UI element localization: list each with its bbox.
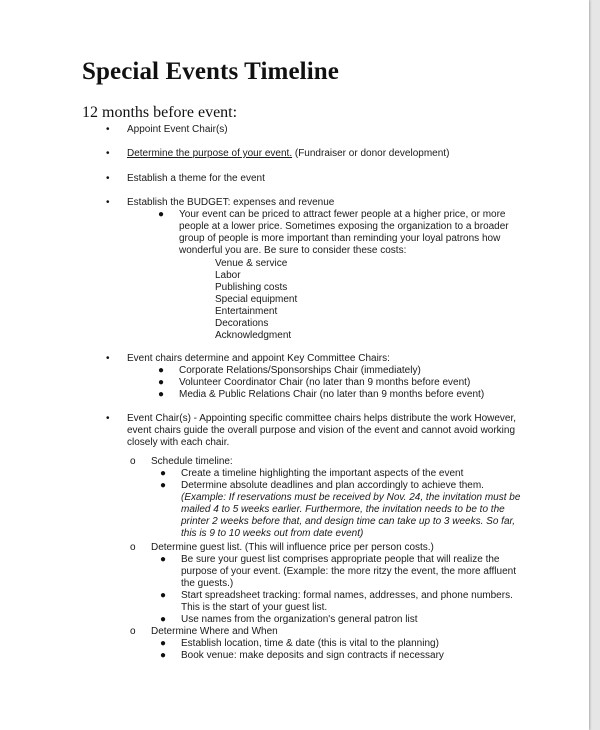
list-item-line: Start spreadsheet tracking: formal names, addresses, and phone numbers. <box>181 590 513 601</box>
list-item: Establish location, time & date (this is vital to the planning) <box>181 638 439 649</box>
sub-bullet: ● <box>160 638 167 649</box>
list-item-line: wonderful you are. Be sure to consider these costs: <box>179 245 407 256</box>
list-item-line: Be sure your guest list comprises appropriate people that will realize the <box>181 554 500 565</box>
sub-bullet: ● <box>160 480 167 491</box>
bullet: • <box>106 124 110 135</box>
list-item-line: the guests.) <box>181 578 234 589</box>
list-item-line: closely with each chair. <box>127 437 230 448</box>
list-item: Use names from the organization's general patron list <box>181 614 418 625</box>
list-item-line: Event Chair(s) - Appointing specific committee chairs helps distribute the work However, <box>127 413 517 424</box>
list-item-line: event chairs guide the overall purpose and vision of the event and cannot avoid working <box>127 425 516 436</box>
sublist-label: Determine Where and When <box>151 626 278 637</box>
sub-bullet: ● <box>158 365 165 376</box>
list-item: Create a timeline highlighting the important aspects of the event <box>181 468 464 479</box>
list-item: Determine the purpose of your event. (Fundraiser or donor development) <box>127 148 450 159</box>
example-line: mailed 4 to 5 weeks earlier. Furthermore, the invitation needs to be to the <box>181 504 505 515</box>
bullet: • <box>106 197 110 208</box>
list-item-line: purpose of your event. (Example: the more ritzy the event, the more affluent <box>181 566 516 577</box>
sub-bullet: ● <box>160 650 167 661</box>
list-item: Appoint Event Chair(s) <box>127 124 228 135</box>
cost-item: Labor <box>215 270 241 281</box>
list-item: Determine absolute deadlines and plan accordingly to achieve them. <box>181 480 484 491</box>
cost-item: Decorations <box>215 318 269 329</box>
list-item-line: Your event can be priced to attract fewer people at a higher price, or more <box>179 209 506 220</box>
list-item: Corporate Relations/Sponsorships Chair (immediately) <box>179 365 421 376</box>
sub-bullet: ● <box>158 209 165 220</box>
sub-bullet: ● <box>160 468 167 479</box>
sub-bullet: ● <box>160 614 167 625</box>
cost-item: Entertainment <box>215 306 278 317</box>
cost-item: Acknowledgment <box>215 330 292 341</box>
list-item-line: This is the start of your guest list. <box>181 602 328 613</box>
sub-bullet: ● <box>158 389 165 400</box>
cost-item: Publishing costs <box>215 282 288 293</box>
section-heading: 12 months before event: <box>82 104 238 121</box>
cost-item: Venue & service <box>215 258 288 269</box>
example-line: this is 9 to 10 weeks out from date event) <box>181 528 364 539</box>
list-item: Media & Public Relations Chair (no later than 9 months before event) <box>179 389 485 400</box>
example-line: printer 2 weeks before that, and design time can take up to 3 weeks. So far, <box>181 516 516 527</box>
circle-bullet: o <box>130 626 136 637</box>
bullet: • <box>106 353 110 364</box>
bullet: • <box>106 413 110 424</box>
list-item: Volunteer Coordinator Chair (no later than 9 months before event) <box>179 377 471 388</box>
example-line: (Example: If reservations must be received by Nov. 24, the invitation must be <box>181 492 521 503</box>
sub-bullet: ● <box>160 590 167 601</box>
list-item: Event chairs determine and appoint Key Committee Chairs: <box>127 353 390 364</box>
list-item-line: group of people is more important than reminding your loyal patrons how <box>179 233 501 244</box>
circle-bullet: o <box>130 456 136 467</box>
purpose-link[interactable]: Determine the purpose of your event. <box>127 148 293 159</box>
list-item: Establish a theme for the event <box>127 173 265 184</box>
list-item: Establish the BUDGET: expenses and revenue <box>127 197 335 208</box>
bullet: • <box>106 173 110 184</box>
list-item: Book venue: make deposits and sign contracts if necessary <box>181 650 444 661</box>
cost-item: Special equipment <box>215 294 298 305</box>
list-item-line: people at a lower price. Sometimes exposing the organization to a broader <box>179 221 509 232</box>
bullet: • <box>106 148 110 159</box>
circle-bullet: o <box>130 542 136 553</box>
sub-bullet: ● <box>160 554 167 565</box>
sublist-label: Schedule timeline: <box>151 456 233 467</box>
sublist-label: Determine guest list. (This will influence price per person costs.) <box>151 542 434 553</box>
sub-bullet: ● <box>158 377 165 388</box>
document-title: Special Events Timeline <box>82 58 339 85</box>
